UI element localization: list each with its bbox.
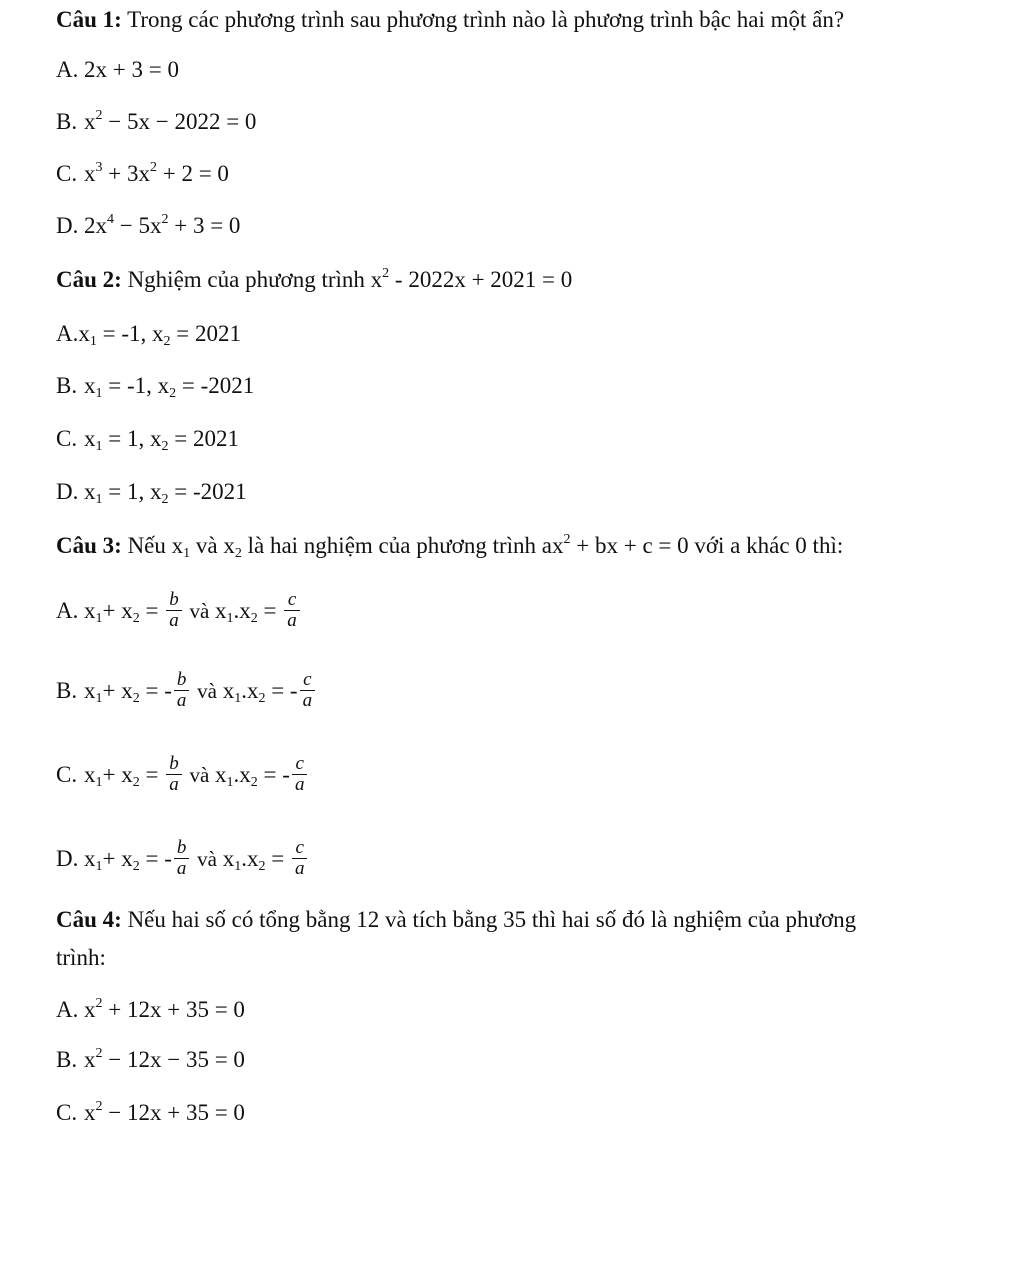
- fraction: $\frac{c}{a}$: [292, 754, 308, 795]
- question-1-label: Câu 1:: [56, 7, 122, 32]
- q2-option-b: B. $x_1 = -1$, $x_2 = -2021$: [56, 373, 255, 401]
- fraction: $\frac{b}{a}$: [174, 670, 190, 711]
- question-4: Câu 4: Nếu hai số có tổng bằng 12 và tích bằng 35 thì hai số đó là nghiệm của phương: [56, 907, 857, 932]
- question-3-label: Câu 3:: [56, 533, 122, 558]
- question-4-label: Câu 4:: [56, 907, 122, 932]
- q4-option-c: C. $x^2 - 12x + 35 = 0$: [56, 1099, 245, 1125]
- fraction: $\frac{b}{a}$: [166, 590, 182, 631]
- fraction: $\frac{c}{a}$: [300, 670, 316, 711]
- q2-option-a: $A.x_1 = -1$, $x_2 = 2021$: [56, 321, 241, 349]
- fraction: $\frac{c}{a}$: [284, 590, 300, 631]
- question-3: Câu 3: Nếu $x_1$ và $x_2$ là hai nghiệm của phương trình $ax^2$ + bx + c = 0 với a khác 0 thì:: [56, 532, 844, 561]
- question-2-label: Câu 2:: [56, 267, 122, 292]
- q2-option-d: D. $x_1 = 1$, $x_2 = -2021$: [56, 479, 247, 507]
- question-1: [56, 6, 844, 34]
- q3-option-b: B. $x_1+ x_2$ = - $\frac{b}{a}$ và $x_1.x_2$ = - $\frac{c}{a}$: [56, 672, 317, 713]
- q1-option-d: D. $2x^4 - 5x^2 + 3 = 0$: [56, 212, 241, 238]
- fraction: $\frac{c}{a}$: [292, 838, 308, 879]
- q1-option-a: A. 2x + 3 = 0: [56, 57, 179, 82]
- fraction: $\frac{b}{a}$: [174, 838, 190, 879]
- fraction: $\frac{b}{a}$: [166, 754, 182, 795]
- q1-option-b: B. $x^2 - 5x - 2022 = 0$: [56, 108, 257, 134]
- q3-option-c: C. $x_1+ x_2$ = $\frac{b}{a}$ và $x_1.x_2$ = - $\frac{c}{a}$: [56, 756, 309, 797]
- q4-option-b: B. $x^2 - 12x - 35 = 0$: [56, 1046, 245, 1072]
- question-2: Câu 2: Nghiệm của phương trình $x^2 - 2022x + 2021 = 0$: [56, 266, 573, 292]
- q1-option-c: C. $x^3 + 3x^2 + 2 = 0$: [56, 160, 229, 186]
- q3-option-d: D. $x_1+ x_2$ = - $\frac{b}{a}$ và $x_1.x_2$ = $\frac{c}{a}$: [56, 840, 309, 881]
- q2-option-c: C. $x_1 = 1$, $x_2 = 2021$: [56, 426, 239, 454]
- q4-option-a: A. $x^2 + 12x + 35 = 0$: [56, 996, 245, 1022]
- question-1-text: Trong các phương trình sau phương trình nào là phương trình bậc hai một ẩn?: [121, 7, 845, 32]
- q3-option-a: A. $x_1+ x_2$ = $\frac{b}{a}$ và $x_1.x_2$ = $\frac{c}{a}$: [56, 592, 302, 633]
- question-4-continued: trình:: [56, 945, 106, 970]
